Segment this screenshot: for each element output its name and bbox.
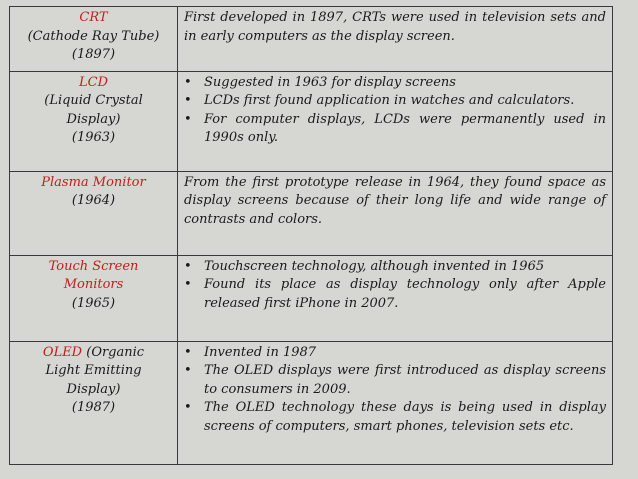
technology-year: (1987) xyxy=(71,400,116,416)
bullet-item: • Touchscreen technology, although invented in 1965 xyxy=(184,258,606,277)
technology-description-cell xyxy=(178,71,613,171)
bullet-item: • Found its place as display technology only after Apple released first iPhone in 2007. xyxy=(184,277,606,311)
technology-description-cell xyxy=(178,341,613,464)
bullet-item: • For computer displays, LCDs were permanently used in 1990s only. xyxy=(184,111,606,146)
technology-description: From the first prototype release in 1964, they found space as display screens because of their long life and wide range of contrasts and colors. xyxy=(184,174,606,227)
bullet-list xyxy=(184,74,606,148)
bullet-icon: • xyxy=(184,258,192,274)
technology-description-cell xyxy=(178,7,613,72)
bullet-item: • LCDs first found application in watches and calculators. xyxy=(184,92,606,111)
technology-description-cell xyxy=(178,171,613,255)
bullet-icon: • xyxy=(184,363,192,379)
technology-full-name: (Organic xyxy=(82,344,145,360)
technology-name: LCD xyxy=(78,74,108,90)
technology-full-name: (Liquid Crystal xyxy=(44,93,143,109)
bullet-list xyxy=(184,344,606,437)
technology-name-cell xyxy=(10,7,178,72)
bullet-icon: • xyxy=(184,111,192,127)
technology-full-name: Display) xyxy=(66,381,121,397)
technology-name: Touch Screen xyxy=(48,258,139,274)
bullet-icon: • xyxy=(184,400,192,416)
technology-year: (1897) xyxy=(71,47,116,62)
technology-description: First developed in 1897, CRTs were used in television sets and in early computers as the display screen. xyxy=(184,10,606,44)
technology-full-name: (Cathode Ray Tube) xyxy=(27,28,160,44)
table-row xyxy=(10,71,613,171)
technology-name: CRT xyxy=(79,10,108,25)
technology-year: (1963) xyxy=(71,130,116,146)
bullet-item: • The OLED technology these days is being used in display screens of computers, smart phones, television sets etc. xyxy=(184,400,606,434)
table-row xyxy=(10,171,613,255)
technology-name: OLED xyxy=(42,344,83,360)
technology-name-line xyxy=(16,344,171,363)
technology-full-name: Light Emitting xyxy=(45,363,142,379)
technology-name-cell xyxy=(10,255,178,341)
technology-full-name: Display) xyxy=(66,111,121,127)
bullet-item: • Suggested in 1963 for display screens xyxy=(184,74,606,93)
technology-year: (1964) xyxy=(71,193,116,209)
technology-name: Plasma Monitor xyxy=(41,174,146,190)
technology-name-cell xyxy=(10,171,178,255)
bullet-icon: • xyxy=(184,74,192,90)
table-row xyxy=(10,7,613,72)
table-row xyxy=(10,255,613,341)
technology-name-cell xyxy=(10,341,178,464)
technology-name: Monitors xyxy=(63,277,124,293)
technology-description-cell xyxy=(178,255,613,341)
table-row xyxy=(10,341,613,464)
bullet-icon: • xyxy=(184,93,192,109)
technology-name-cell xyxy=(10,71,178,171)
technology-year: (1965) xyxy=(71,295,116,311)
bullet-list xyxy=(184,258,606,314)
display-technology-table xyxy=(9,6,613,465)
bullet-item: • Invented in 1987 xyxy=(184,344,606,363)
bullet-icon: • xyxy=(184,277,192,293)
bullet-item: • The OLED displays were first introduced as display screens to consumers in 2009. xyxy=(184,363,606,397)
bullet-icon: • xyxy=(184,344,192,360)
